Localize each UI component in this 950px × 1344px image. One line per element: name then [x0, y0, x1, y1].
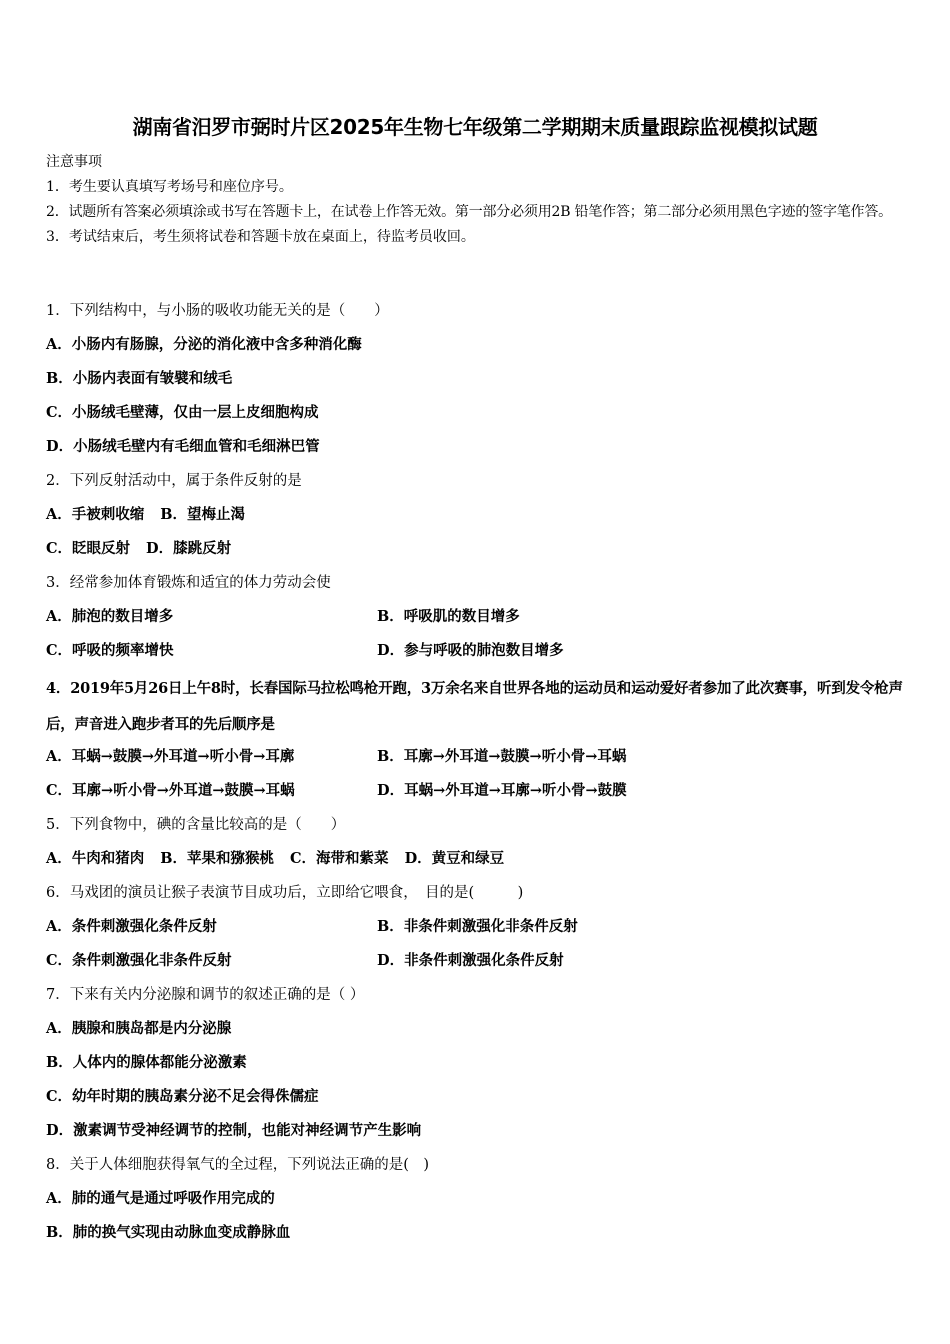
question-options-row — [46, 637, 906, 671]
question-option: A．肺的通气是通过呼吸作用完成的 — [46, 1190, 275, 1207]
question-option: B．耳廓→外耳道→鼓膜→听小骨→耳蜗 — [377, 748, 627, 765]
question-option: C．幼年时期的胰岛素分泌不足会得侏儒症 — [46, 1088, 319, 1105]
question-stem: 2．下列反射活动中，属于条件反射的是 — [46, 473, 302, 489]
question-options-row — [46, 777, 906, 811]
question-option: B．望梅止渴 — [160, 506, 246, 523]
notes-item: 2．试题所有答案必须填涂或书写在答题卡上，在试卷上作答无效。第一部分必须用2B 铅笔作答；第二部分必须用黑色字迹的签字笔作答。 — [46, 204, 892, 220]
question-options-row — [46, 603, 906, 637]
question-options-row — [46, 947, 906, 981]
question-stem: 8．关于人体细胞获得氧气的全过程，下列说法正确的是( ) — [46, 1157, 430, 1173]
question-option: B．小肠内表面有皱襞和绒毛 — [46, 370, 233, 387]
question-option: C．小肠绒毛壁薄，仅由一层上皮细胞构成 — [46, 404, 319, 421]
question-options-row — [46, 743, 906, 777]
question-stem: 6．马戏团的演员让猴子表演节目成功后，立即给它喂食， 目的是( ) — [46, 885, 524, 901]
question-options-row — [46, 501, 906, 535]
question-option: C．眨眼反射 — [46, 540, 131, 557]
notes-item: 3．考试结束后，考生须将试卷和答题卡放在桌面上，待监考员收回。 — [46, 229, 475, 245]
question-option: A．手被刺收缩 — [46, 506, 145, 523]
question-option: C．条件刺激强化非条件反射 — [46, 952, 232, 969]
notes-section — [46, 150, 906, 250]
question-option: A．小肠内有肠腺，分泌的消化液中含多种消化酶 — [46, 336, 362, 353]
question-option: C．呼吸的频率增快 — [46, 642, 174, 659]
question-option: D．小肠绒毛壁内有毛细血管和毛细淋巴管 — [46, 438, 320, 455]
question-option: A．牛肉和猪肉 — [46, 850, 145, 867]
question-options-row — [46, 913, 906, 947]
question-option: B．非条件刺激强化非条件反射 — [377, 918, 578, 935]
questions-section — [46, 297, 906, 1253]
question-option: A．条件刺激强化条件反射 — [46, 918, 217, 935]
notes-item: 1．考生要认真填写考场号和座位序号。 — [46, 179, 293, 195]
question-option: A．胰腺和胰岛都是内分泌腺 — [46, 1020, 232, 1037]
question-stem: 1．下列结构中，与小肠的吸收功能无关的是（ ） — [46, 303, 389, 319]
question-option: A．耳蜗→鼓膜→外耳道→听小骨→耳廓 — [46, 748, 295, 765]
question-option: D．非条件刺激强化条件反射 — [377, 952, 564, 969]
question-option: D．黄豆和绿豆 — [404, 850, 505, 867]
question-stem: 4．2019年5月26日上午8时，长春国际马拉松鸣枪开跑，3万余名来自世界各地的运动员和运动爱好者参加了此次赛事，听到发令枪声后，声音进入跑步者耳的先后顺序是 — [46, 680, 903, 733]
question-option: C．海带和紫菜 — [290, 850, 389, 867]
question-options-row — [46, 845, 906, 879]
question-option: B．呼吸肌的数目增多 — [377, 608, 520, 625]
question-option: B．人体内的腺体都能分泌激素 — [46, 1054, 247, 1071]
question-option: D．参与呼吸的肺泡数目增多 — [377, 642, 564, 659]
question-option: D．膝跳反射 — [146, 540, 232, 557]
page-title: 湖南省汨罗市弼时片区2025年生物七年级第二学期期末质量跟踪监视模拟试题 — [132, 115, 818, 139]
question-option: D．耳蜗→外耳道→耳廓→听小骨→鼓膜 — [377, 782, 627, 799]
question-option: C．耳廓→听小骨→外耳道→鼓膜→耳蜗 — [46, 782, 295, 799]
question-option: A．肺泡的数目增多 — [46, 608, 174, 625]
notes-heading: 注意事项 — [46, 154, 102, 170]
question-option: D．激素调节受神经调节的控制，也能对神经调节产生影响 — [46, 1122, 422, 1139]
question-stem: 3．经常参加体育锻炼和适宜的体力劳动会使 — [46, 575, 331, 591]
question-option: B．苹果和猕猴桃 — [160, 850, 275, 867]
question-options-row — [46, 535, 906, 569]
question-stem: 5．下列食物中，碘的含量比较高的是（ ） — [46, 817, 346, 833]
question-option: B．肺的换气实现由动脉血变成静脉血 — [46, 1224, 291, 1241]
question-stem: 7．下来有关内分泌腺和调节的叙述正确的是（ ） — [46, 987, 365, 1003]
